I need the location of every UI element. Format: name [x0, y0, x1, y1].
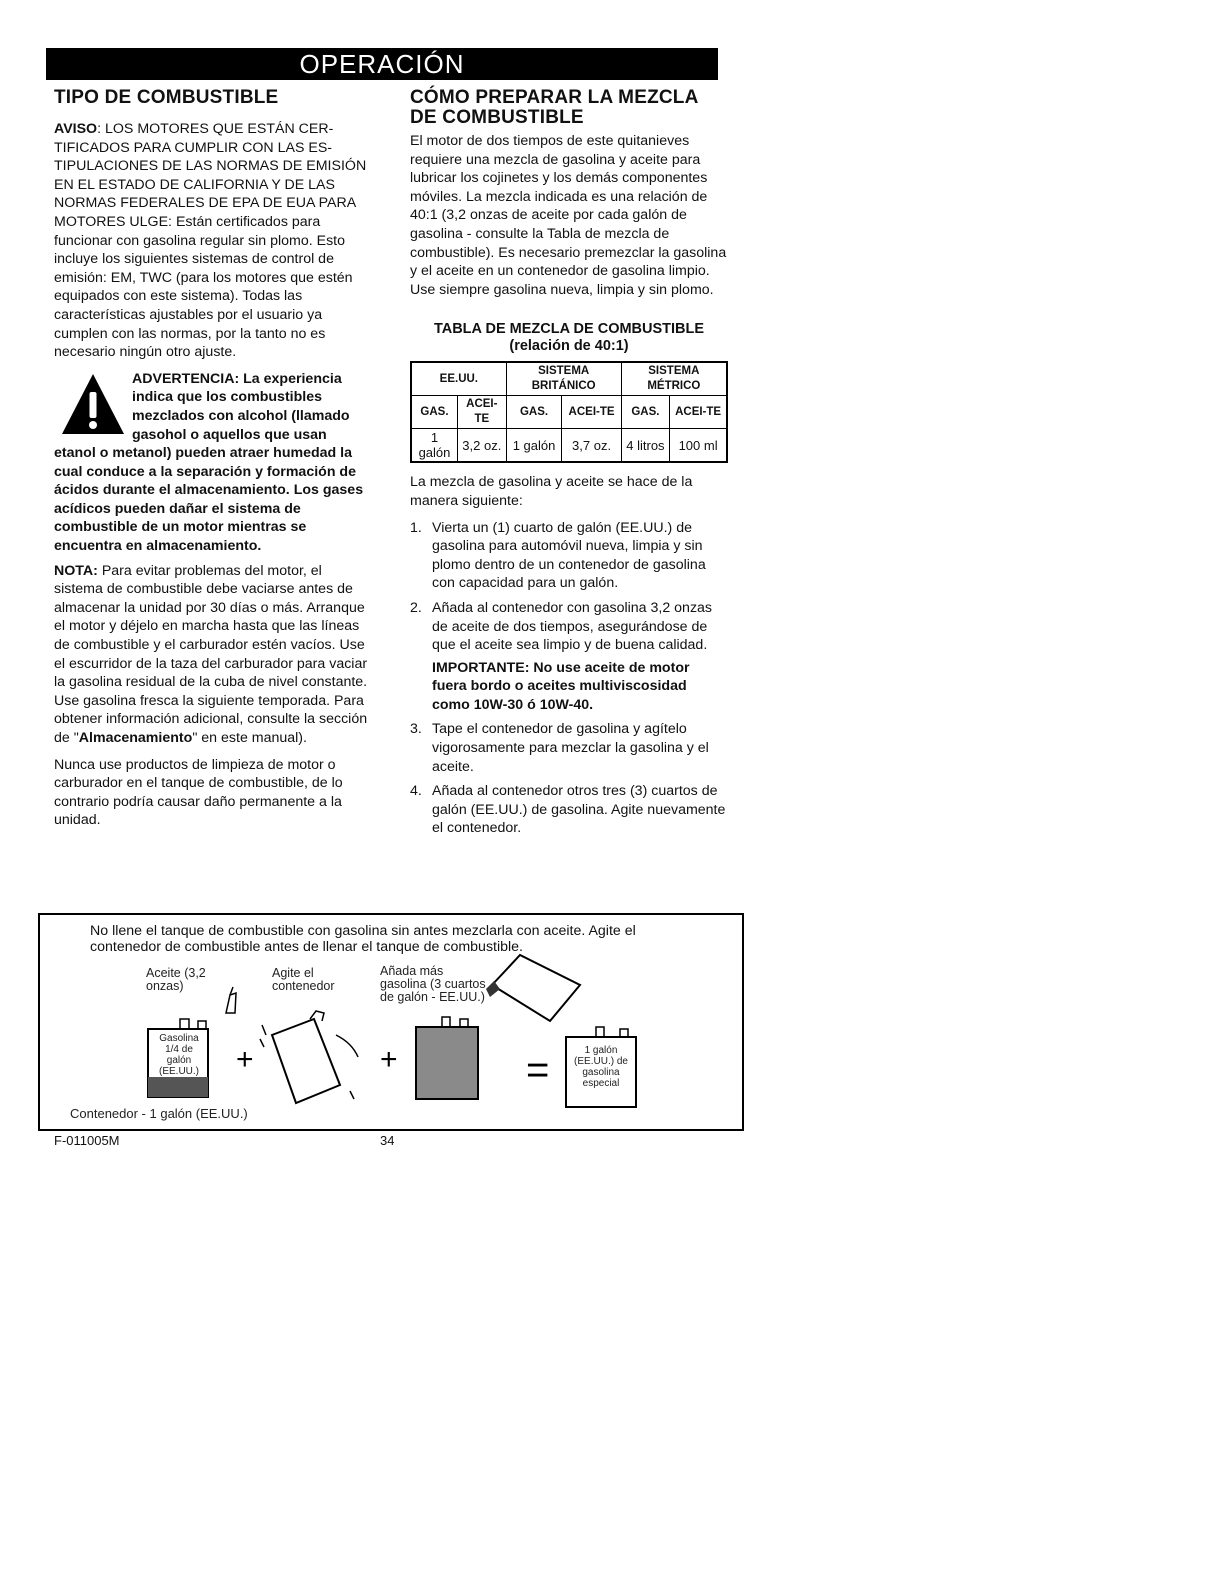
step-item	[410, 782, 728, 838]
step-item	[410, 599, 728, 715]
step-text: Tape el contenedor de gasolina y agítelo vigorosamente para mezclar la gasolina y el aceite.	[432, 721, 709, 775]
step-number: 4.	[410, 783, 422, 800]
step-text: Añada al contenedor con gasolina 3,2 onzas de aceite de dos tiempos, asegurándose de que el aceite sea limpio y de buena calidad.	[432, 599, 713, 654]
table-cell: 3,2 oz.	[457, 429, 506, 463]
fuel-mix-table	[410, 361, 728, 463]
table-system-row	[411, 362, 727, 396]
mix-heading-line1: CÓMO PREPARAR LA MEZCLA	[410, 87, 699, 108]
step-number: 3.	[410, 721, 422, 738]
can1-label: Gasolina 1/4 de galón (EE.UU.)	[159, 1033, 199, 1077]
mix-intro: El motor de dos tiempos de este quitanieves requiere una mezcla de gasolina y aceite para lubricar los cojinetes y los demás componentes móviles. La mezcla indicada es una relación de 40:1 (3,2 onzas de aceite por cada galón de gasolina - consulte la Tabla de mezcla de combustible). Es necesario premezclar la gasolina y el aceite en un contenedor de gasolina limpio. Use siempre gasolina nueva, limpia y sin plomo.	[410, 133, 727, 298]
table-value-row	[411, 429, 727, 463]
gas-can-full-icon	[416, 1017, 478, 1099]
oil-label: Aceite (3,2 onzas)	[146, 966, 206, 993]
table-title-main: TABLA DE MEZCLA DE COMBUSTIBLE	[433, 321, 705, 338]
table-subtitle: (relación de 40:1)	[509, 338, 629, 355]
warning-triangle-icon	[60, 372, 126, 438]
table-header-metric: SISTEMA MÉTRICO	[621, 362, 727, 396]
mix-steps	[410, 519, 728, 839]
shake-label: Agite el contenedor	[272, 966, 335, 993]
page-number: 34	[380, 1133, 395, 1148]
shaking-can-icon	[260, 1011, 358, 1103]
left-column	[54, 88, 370, 838]
aviso-paragraph	[54, 120, 370, 362]
mix-lead: La mezcla de gasolina y aceite se hace de la manera siguiente:	[410, 474, 693, 509]
aviso-caps: : LOS MOTORES QUE ESTÁN CER-TIFICADOS PARA CUMPLIR CON LAS ES-TIPULACIONES DE LAS NORMAS DE EMISIÓN EN EL ESTADO DE CALIFORNIA Y DE LAS NORMAS FEDERALES DE EPA DE EUA PARA MOTORES ULGE:	[54, 121, 367, 230]
table-header-uk: SISTEMA BRITÁNICO	[506, 362, 621, 396]
table-subheader: ACEI-TE	[670, 396, 727, 429]
nota-text: Para evitar problemas del motor, el sistema de combustible debe vaciarse antes de almacenar la unidad por 30 días o más. Arranque el motor y déjelo en marcha hasta que las líneas de combustible y el carburador estén vacíos. Use el escurridor de la taza del carburador para vaciar la gasolina residual de la cuba de nivel constante. Use gasolina fresca la siguiente temporada. Para obtener información adicional, consulte la sección de "	[54, 562, 368, 746]
pouring-can-icon	[486, 955, 580, 1021]
footer-code: F-011005M	[54, 1133, 120, 1148]
mix-heading-line2: DE COMBUSTIBLE	[410, 107, 584, 128]
mixing-diagram	[40, 915, 742, 1129]
plus-sign-1: +	[236, 1043, 254, 1076]
table-cell: 4 litros	[621, 429, 670, 463]
aviso-label: AVISO	[54, 121, 98, 137]
equals-sign: =	[526, 1048, 550, 1092]
step-number: 2.	[410, 599, 422, 616]
nota-bold: Almacenamiento	[78, 730, 193, 746]
aviso-text: Están certificados para funcionar con gasolina regular sin plomo. Esto incluye los siguientes sistemas de control de emisión: EM, TWC (para los motores que estén equipados con este sistema). Todas las características ajustables por el usuario ya cumplen con las normas, por la tanto no es necesario ningún otro ajuste.	[54, 213, 353, 361]
table-cell: 100 ml	[670, 429, 727, 463]
section-banner: OPERACIÓN	[46, 48, 718, 80]
table-cell: 1 galón	[411, 429, 457, 463]
nota-end: " en este manual).	[192, 730, 307, 746]
table-subheader: GAS.	[506, 396, 562, 429]
nunca-paragraph: Nunca use productos de limpieza de motor o carburador en el tanque de combustible, de lo contrario podría causar daño permanente a la unidad.	[54, 756, 343, 829]
step-text: Vierta un (1) cuarto de galón (EE.UU.) de gasolina para automóvil nueva, limpia y sin plomo dentro de un contenedor de gasolina con capacidad para un galón.	[432, 519, 706, 592]
step-item	[410, 519, 728, 593]
table-subheader: GAS.	[621, 396, 670, 429]
table-title	[410, 321, 728, 355]
oil-bottle-icon	[226, 987, 236, 1013]
fuel-type-heading: TIPO DE COMBUSTIBLE	[54, 87, 279, 108]
mixing-illustration-box	[38, 913, 744, 1131]
step-text: Añada al contenedor otros tres (3) cuartos de galón (EE.UU.) de gasolina. Agite nuevamente el contenedor.	[432, 783, 726, 837]
table-cell: 1 galón	[506, 429, 562, 463]
table-subheader: ACEI-TE	[457, 396, 506, 429]
nota-label: NOTA:	[54, 562, 98, 579]
table-header-us: EE.UU.	[411, 362, 506, 396]
table-cell: 3,7 oz.	[562, 429, 621, 463]
step-item	[410, 720, 728, 776]
warning-block	[54, 370, 370, 556]
table-subheader-row	[411, 396, 727, 429]
warning-text: ADVERTENCIA: La experiencia indica que los combustibles mezclados con alcohol (llamado gasohol o aquellos que usan etanol o metanol) pueden atraer humedad la cual conduce a la separación y formación de ácidos durante el almacenamiento. Los gases acídicos pueden dañar el sistema de combustible de un motor mientras se encuentra en almacenamiento.	[54, 370, 364, 555]
table-subheader: ACEI-TE	[562, 396, 621, 429]
right-column	[410, 88, 728, 844]
important-note: IMPORTANTE: No use aceite de motor fuera bordo o aceites multiviscosidad como 10W-30 ó 10W-40.	[432, 659, 690, 713]
nota-paragraph	[54, 562, 370, 748]
container-label: Contenedor - 1 galón (EE.UU.)	[70, 1106, 248, 1121]
plus-sign-2: +	[380, 1043, 398, 1076]
final-can-label: 1 galón (EE.UU.) de gasolina especial	[574, 1045, 628, 1089]
table-subheader: GAS.	[411, 396, 457, 429]
add-gas-label: Añada más gasolina (3 cuartos de galón - EE.UU.)	[380, 964, 486, 1004]
box-instruction: No llene el tanque de combustible con gasolina sin antes mezclarla con aceite. Agite el contenedor de combustible antes de llenar el tanque de combustible.	[90, 923, 636, 955]
step-number: 1.	[410, 519, 422, 536]
mix-heading	[410, 88, 728, 128]
